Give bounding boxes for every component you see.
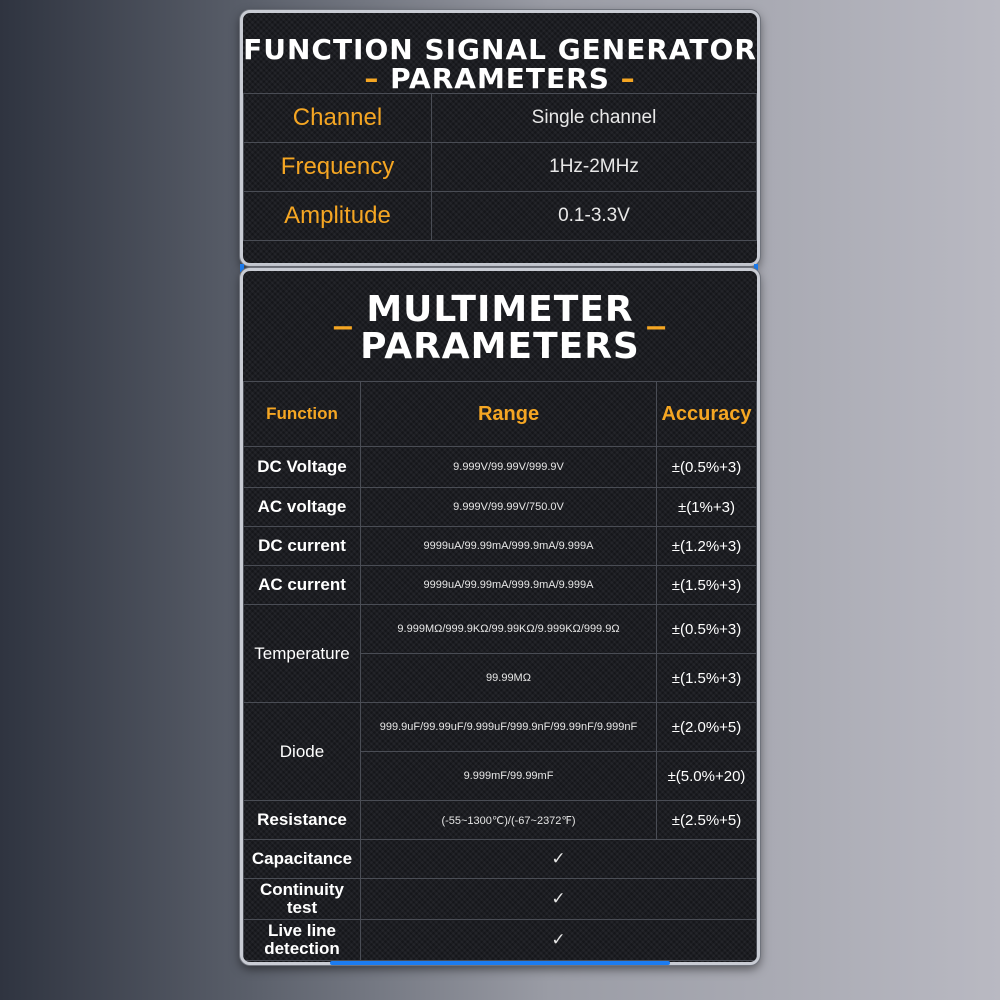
header-range: Range (361, 382, 657, 447)
check-icon: ✓ (361, 879, 757, 920)
multimeter-title: _ MULTIMETER _ PARAMETERS (243, 271, 757, 381)
param-label: Amplitude (244, 192, 432, 241)
accuracy-cell: ±(1.5%+3) (657, 566, 757, 605)
header-function: Function (244, 382, 361, 447)
param-label: Channel (244, 94, 432, 143)
accuracy-cell: ±(1.5%+3) (657, 654, 757, 703)
range-cell: 9.999mF/99.99mF (361, 752, 657, 801)
function-cell: Temperature (244, 605, 361, 703)
range-cell: 99.99MΩ (361, 654, 657, 703)
table-row (244, 488, 757, 527)
function-cell: Resistance (244, 801, 361, 840)
multimeter-table (243, 381, 757, 961)
table-row (244, 143, 757, 192)
function-cell: DC Voltage (244, 447, 361, 488)
range-cell: 9.999V/99.99V/999.9V (361, 447, 657, 488)
table-row (244, 920, 757, 961)
param-value: Single channel (432, 94, 757, 143)
function-cell: AC current (244, 566, 361, 605)
multimeter-title-line1: MULTIMETER (366, 289, 634, 330)
table-header-row (244, 382, 757, 447)
range-cell: 9999uA/99.99mA/999.9mA/9.999A (361, 566, 657, 605)
accuracy-cell: ±(2.0%+5) (657, 703, 757, 752)
param-label: Frequency (244, 143, 432, 192)
range-cell: (-55~1300℃)/(-67~2372℉) (361, 801, 657, 840)
accuracy-cell: ±(0.5%+3) (657, 447, 757, 488)
function-cell: Diode (244, 703, 361, 801)
generator-title-line2: PARAMETERS (390, 62, 610, 95)
table-row (244, 840, 757, 879)
accuracy-cell: ±(5.0%+20) (657, 752, 757, 801)
table-row (244, 605, 757, 654)
table-row (244, 566, 757, 605)
signal-generator-panel (240, 10, 760, 266)
header-accuracy: Accuracy (657, 382, 757, 447)
generator-title-line1: FUNCTION SIGNAL GENERATOR (243, 33, 757, 66)
table-row (244, 94, 757, 143)
accuracy-cell: ±(1.2%+3) (657, 527, 757, 566)
check-icon: ✓ (361, 920, 757, 961)
multimeter-panel (240, 268, 760, 965)
accuracy-cell: ±(0.5%+3) (657, 605, 757, 654)
bottom-accent-bar (330, 961, 670, 965)
check-icon: ✓ (361, 840, 757, 879)
table-row (244, 192, 757, 241)
param-value: 0.1-3.3V (432, 192, 757, 241)
function-cell: AC voltage (244, 488, 361, 527)
generator-title: FUNCTION SIGNAL GENERATOR – PARAMETERS – (243, 33, 757, 95)
table-row (244, 447, 757, 488)
range-cell: 9.999V/99.99V/750.0V (361, 488, 657, 527)
multimeter-title-line2: PARAMETERS (360, 326, 640, 367)
table-row (244, 703, 757, 752)
table-row (244, 801, 757, 840)
function-cell: Capacitance (244, 840, 361, 879)
param-value: 1Hz-2MHz (432, 143, 757, 192)
range-cell: 9999uA/99.99mA/999.9mA/9.999A (361, 527, 657, 566)
accuracy-cell: ±(1%+3) (657, 488, 757, 527)
range-cell: 9.999MΩ/999.9KΩ/99.99KΩ/9.999KΩ/999.9Ω (361, 605, 657, 654)
generator-table (243, 93, 757, 241)
function-cell: Live line detection (244, 920, 361, 961)
function-cell: DC current (244, 527, 361, 566)
range-cell: 999.9uF/99.99uF/9.999uF/999.9nF/99.99nF/9.999nF (361, 703, 657, 752)
function-cell: Continuity test (244, 879, 361, 920)
table-row (244, 527, 757, 566)
table-row (244, 879, 757, 920)
accuracy-cell: ±(2.5%+5) (657, 801, 757, 840)
